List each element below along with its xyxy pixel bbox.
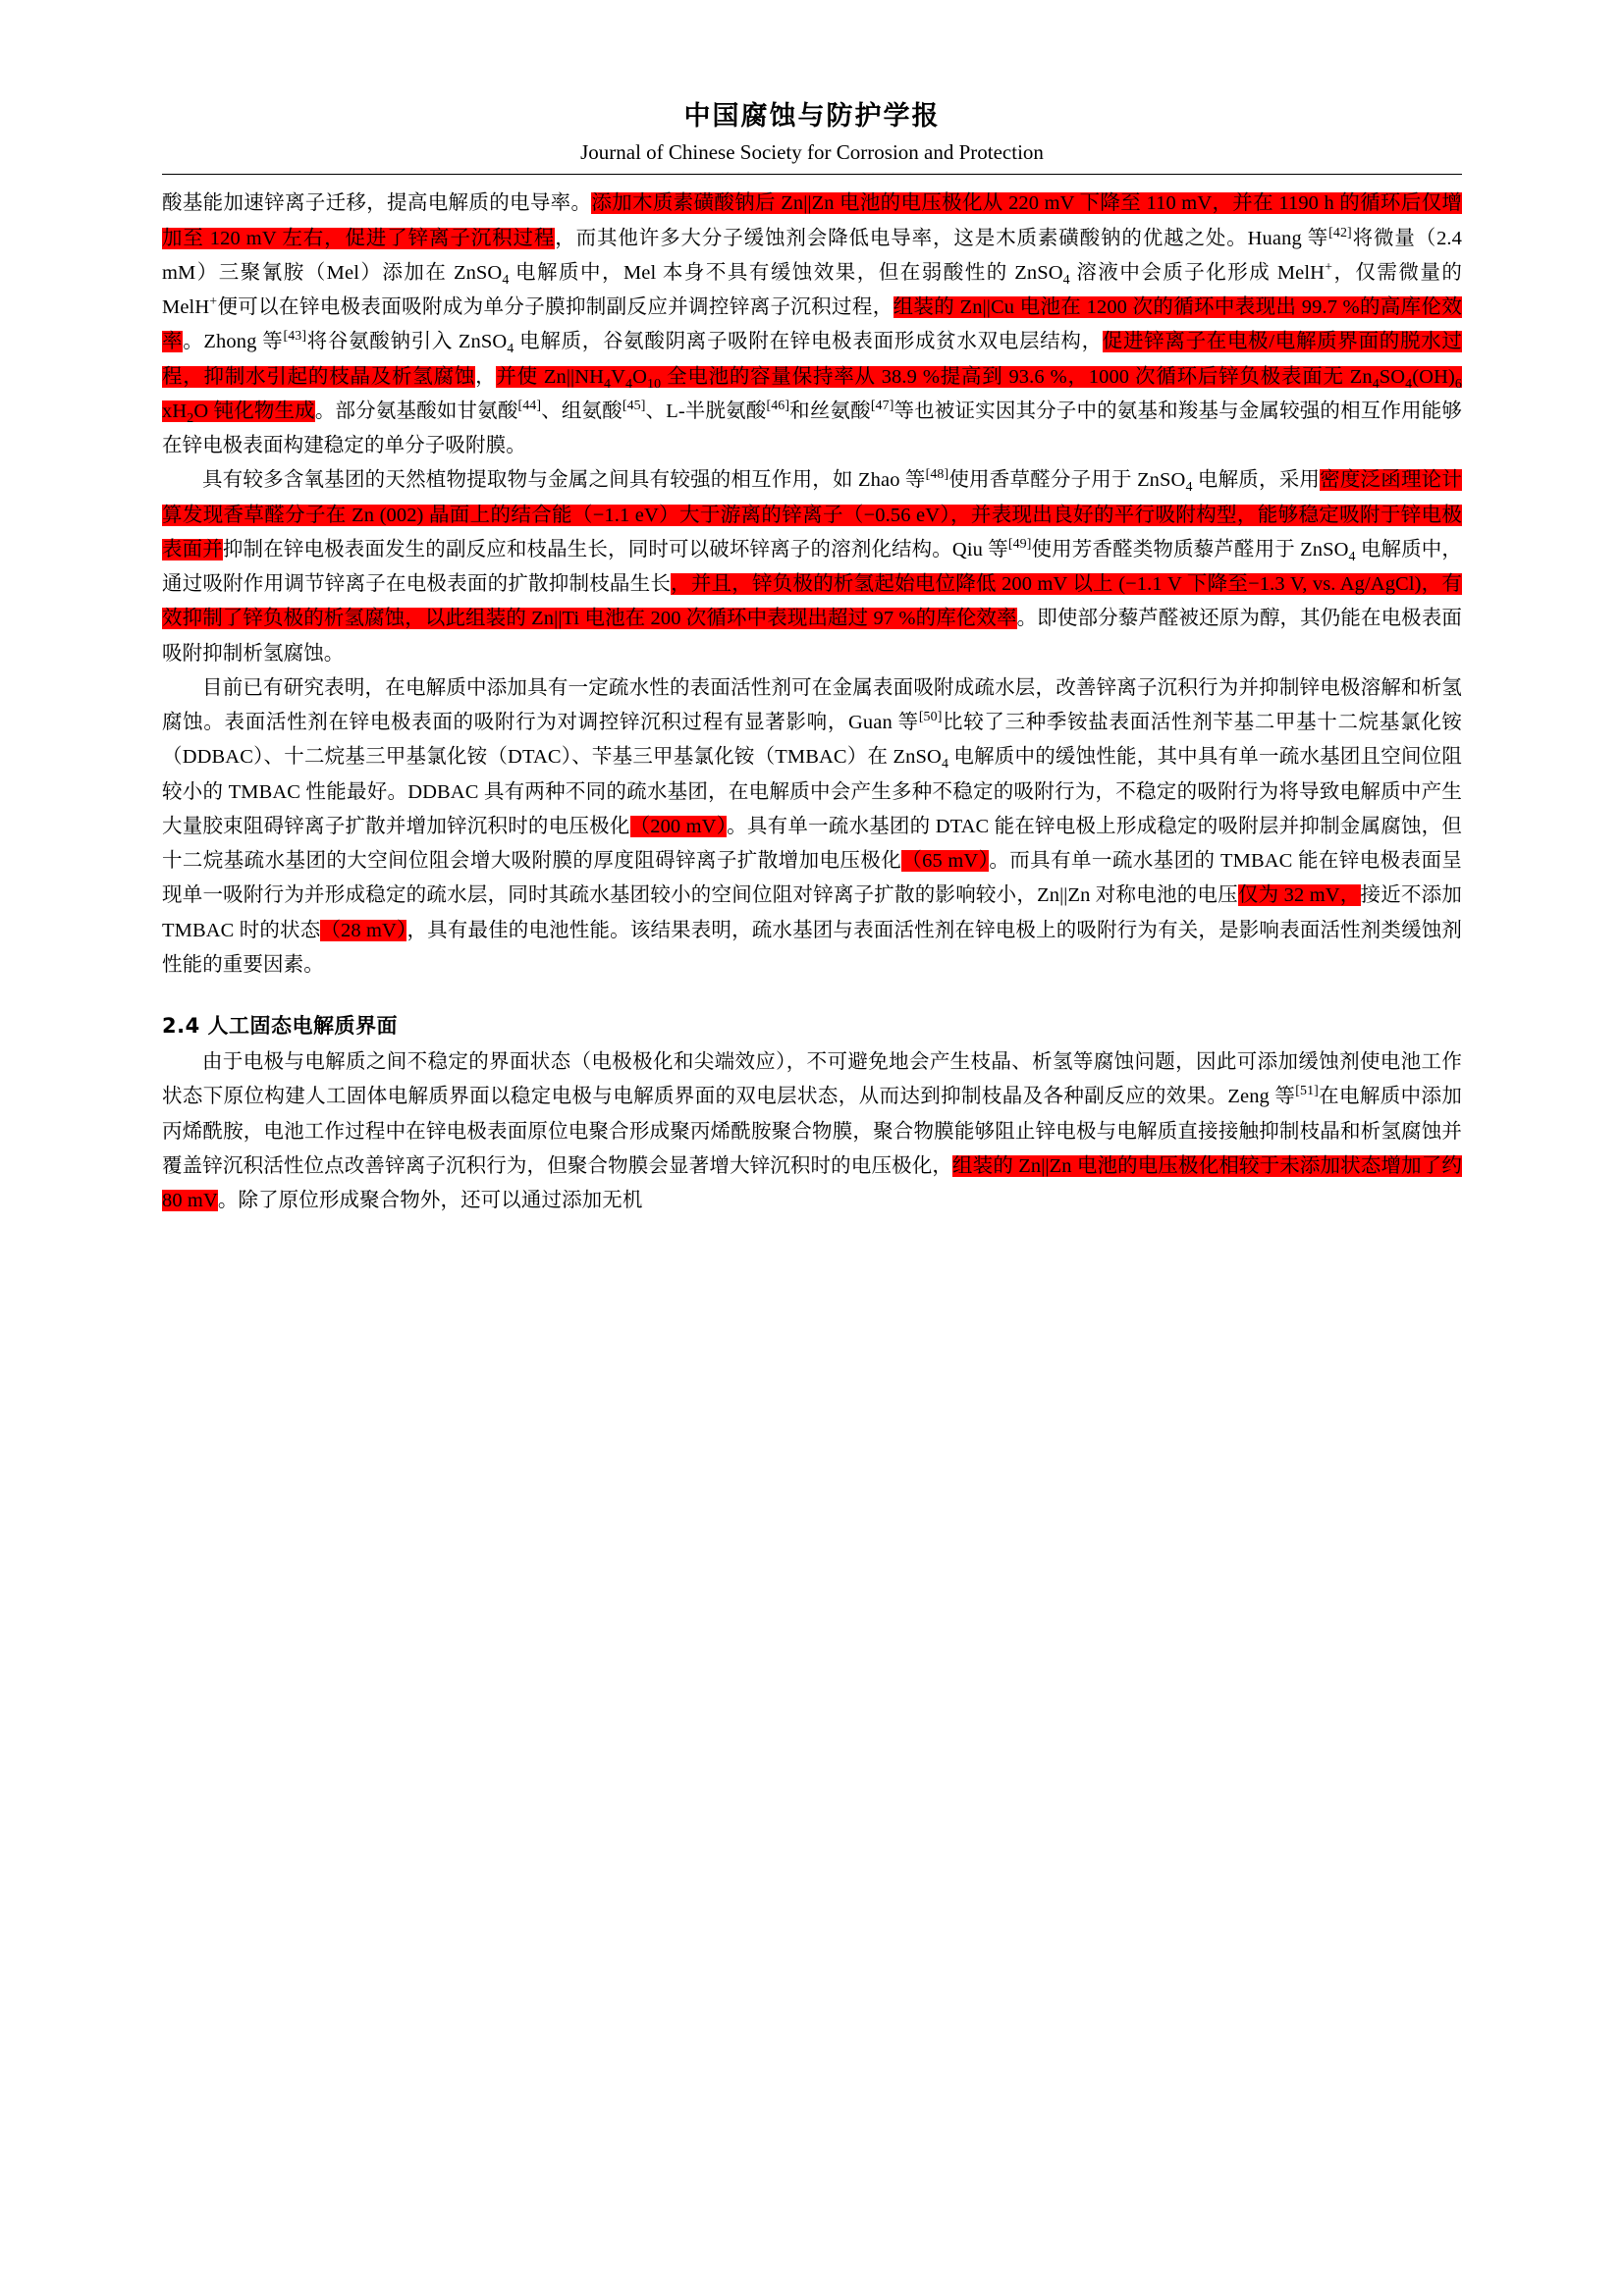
text-segment: 全电池的容量保持率从 38.9 %提高到 93.6 %，1000 次循环后锌负极表面无 Zn: [661, 365, 1373, 388]
page-header: [162, 98, 1462, 168]
subscript: 4: [604, 376, 612, 392]
text-segment: 电解质中的缓蚀性能，其中具有单一疏水基团且空间位阻较小的 TMBAC 性能最好。DDBAC 具有两种不同的疏水基团，在电解质中会产生多种不稳定的吸附行为，不稳定的吸附行为将导致电解质中产生大量胶束阻碍锌离子扩散并增加锌沉积时的电压极化: [162, 746, 1462, 837]
text-segment: 等也被证实因其分子中的氨基和羧基与金属较强的相互作用能够在锌电极表面构建稳定的单分子吸附膜。: [162, 400, 1462, 457]
text-segment: V: [611, 365, 626, 388]
highlight-span: （200 mV）: [629, 815, 728, 837]
text-segment: 。部分氨基酸如甘氨酸: [314, 400, 518, 422]
citation-ref: [49]: [1007, 536, 1032, 552]
text-segment: 由于电极与电解质之间不稳定的界面状态（电极极化和尖端效应），不可避免地会产生枝晶、析氢等腐蚀问题，因此可添加缓蚀剂使电池工作状态下原位构建人工固体电解质界面以稳定电极与电解质界面的双电层状态，从而达到抑制枝晶及各种副反应的效果。Zeng 等: [162, 1051, 1462, 1108]
citation-ref: [42]: [1328, 225, 1352, 240]
journal-title-en: Journal of Chinese Society for Corrosion and Protection: [580, 139, 1044, 164]
text-segment: 便可以在锌电极表面吸附成为单分子膜抑制副反应并调控锌离子沉积过程，: [217, 296, 893, 319]
highlight-span: （65 mV）: [901, 850, 990, 873]
citation-ref: [45]: [622, 398, 646, 413]
text-segment: 电解质，谷氨酸阴离子吸附在锌电极表面形成贫水双电层结构，: [514, 331, 1103, 353]
section-heading: 2.4 人工固态电解质界面: [162, 1014, 399, 1039]
highlight-span: 密度泛函理论计算发现香草醛分子在 Zn (002) 晶面上的结合能（−1.1 eV）大于游离的锌离子（−0.56 eV），并表现出良好的平行吸附构型，能够稳定吸附于锌电极表面并: [162, 469, 1462, 561]
text-segment: 并使 Zn||NH: [496, 365, 605, 388]
superscript: +: [1325, 259, 1333, 275]
subscript: 4: [1185, 480, 1193, 496]
text-segment: ，而其他许多大分子缓蚀剂会降低电导率，这是木质素磺酸钠的优越之处。Huang 等: [555, 227, 1329, 249]
subscript: 6: [1454, 376, 1462, 392]
text-segment: SO: [1379, 365, 1406, 388]
text-segment: 在电解质中添加丙烯酰胺，电池工作过程中在锌电极表面原位电聚合形成聚丙烯酰胺聚合物膜，聚合物膜能够阻止锌电极与电解质直接接触抑制枝晶和析氢腐蚀并覆盖锌沉积活性位点改善锌离子沉积行为，但聚合物膜会显著增大锌沉积时的电压极化，: [162, 1086, 1462, 1177]
highlight-span: 组装的 Zn||Cu 电池在 1200 次的循环中表现出 99.7 %的高库伦效率: [162, 296, 1462, 353]
subscript: 2: [187, 410, 194, 426]
subscript: 4: [1348, 549, 1356, 564]
citation-ref: [51]: [1295, 1084, 1319, 1099]
subscript: 4: [625, 376, 633, 392]
highlight-span: 添加木质素磺酸钠后 Zn||Zn 电池的电压极化从 220 mV 下降至 110 mV，并在 1190 h 的循环后仅增加至 120 mV 左右，促进了锌离子沉积过程: [162, 192, 1462, 249]
highlight-span: 促进锌离子在电极/电解质界面的脱水过程，抑制水引起的枝晶及析氢腐蚀: [162, 331, 1462, 388]
citation-ref: [47]: [870, 398, 894, 413]
highlight-span: 组装的 Zn||Zn 电池的电压极化相较于未添加状态增加了约 80 mV: [162, 1154, 1462, 1212]
citation-ref: [43]: [283, 329, 307, 345]
text-segment: 。Zhong 等: [183, 331, 284, 353]
text-segment: 使用芳香醛类物质藜芦醛用于 ZnSO: [1031, 538, 1349, 561]
text-segment: 电解质，采用: [1192, 469, 1321, 492]
highlight-span: （28 mV）: [320, 919, 407, 941]
text-segment: ，具有最佳的电池性能。该结果表明，疏水基团与表面活性剂在锌电极上的吸附行为有关，是影响表面活性剂类缓蚀剂性能的重要因素。: [162, 919, 1462, 976]
text-segment: (OH): [1412, 365, 1455, 388]
text-segment: 使用香草醛分子用于 ZnSO: [948, 469, 1186, 492]
subscript: 4: [502, 272, 510, 288]
text-segment: 电解质中，通过吸附作用调节锌离子在电极表面的扩散抑制枝晶生长: [162, 538, 1462, 596]
superscript: +: [209, 294, 218, 310]
text-segment: 、L-半胱氨酸: [645, 400, 767, 422]
text-segment: 。而具有单一疏水基团的 TMBAC 能在锌电极表面呈现单一吸附行为并形成稳定的疏水层，同时其疏水基团较小的空间位阻对锌离子扩散的影响较小，Zn||Zn 对称电池的电压: [162, 850, 1462, 907]
text-segment: O: [632, 365, 648, 388]
subscript: 4: [941, 757, 949, 773]
paragraph-4: [162, 1045, 1462, 1218]
highlight-span: ，并且，锌负极的析氢起始电位降低 200 mV 以上 (−1.1 V 下降至−1.3 V, vs. Ag/AgCl)，有效抑制了锌负极的析氢腐蚀，以此组装的 Zn||Ti 电池在 200 次循环中表现出超过 97 %的库伦效率: [162, 573, 1463, 630]
text-segment: 电解质中，Mel 本身不具有缓蚀效果，但在弱酸性的 ZnSO: [509, 261, 1063, 284]
subscript: 4: [1062, 272, 1070, 288]
text-segment: ，: [475, 365, 497, 388]
highlight-span: 仅为 32 mV，: [1237, 884, 1361, 907]
paragraph-2: [162, 463, 1462, 671]
text-segment: 将谷氨酸钠引入 ZnSO: [306, 331, 508, 353]
journal-title-cn: 中国腐蚀与防护学报: [683, 101, 941, 132]
text-segment: 。即使部分藜芦醛被还原为醇，其仍能在电极表面吸附抑制析氢腐蚀。: [162, 608, 1463, 665]
text-segment: 。具有单一疏水基团的 DTAC 能在锌电极上形成稳定的吸附层并抑制金属腐蚀，但十二烷基疏水基团的大空间位阻会增大吸附膜的厚度阻碍锌离子扩散增加电压极化: [162, 815, 1462, 873]
text-segment: 将微量（2.4 mM）三聚氰胺（Mel）添加在 ZnSO: [162, 227, 1462, 284]
text-segment: 酸基能加速锌离子迁移，提高电解质的电导率。: [162, 192, 592, 215]
text-segment: 。除了原位形成聚合物外，还可以通过添加无机: [217, 1190, 643, 1212]
paragraph-1: [162, 187, 1462, 463]
text-segment: 目前已有研究表明，在电解质中添加具有一定疏水性的表面活性剂可在金属表面吸附成疏水层，改善锌离子沉积行为并抑制锌电极溶解和析氢腐蚀。表面活性剂在锌电极表面的吸附行为对调控锌沉积过程有显著影响，Guan 等: [162, 676, 1462, 734]
text-segment: 抑制在锌电极表面发生的副反应和枝晶生长，同时可以破坏锌离子的溶剂化结构。Qiu 等: [222, 538, 1008, 561]
subscript: 4: [1405, 376, 1413, 392]
citation-ref: [44]: [517, 398, 542, 413]
subscript: 4: [507, 342, 514, 357]
header-divider: [162, 174, 1462, 175]
text-segment: 具有较多含氧基团的天然植物提取物与金属之间具有较强的相互作用，如 Zhao 等: [202, 469, 926, 492]
text-segment: 和丝氨酸: [789, 400, 871, 422]
citation-ref: [46]: [766, 398, 790, 413]
article-body: [162, 187, 1462, 1218]
text-segment: 、组氨酸: [541, 400, 623, 422]
text-segment: O 钝化物生成: [193, 400, 315, 422]
text-segment: 溶液中会质子化形成 MelH: [1069, 261, 1326, 284]
subscript: 4: [1372, 376, 1380, 392]
citation-ref: [48]: [925, 467, 949, 483]
text-segment: 比较了三种季铵盐表面活性剂苄基二甲基十二烷基氯化铵（DDBAC）、十二烷基三甲基氯化铵（DTAC）、苄基三甲基氯化铵（TMBAC）在 ZnSO: [162, 712, 1462, 769]
subscript: 10: [647, 376, 662, 392]
text-segment: xH: [162, 400, 188, 422]
citation-ref: [50]: [918, 710, 943, 725]
text-segment: 接近不添加 TMBAC 时的状态: [162, 884, 1462, 941]
paragraph-3: [162, 671, 1462, 983]
text-segment: ，仅需微量的 MelH: [162, 261, 1462, 319]
